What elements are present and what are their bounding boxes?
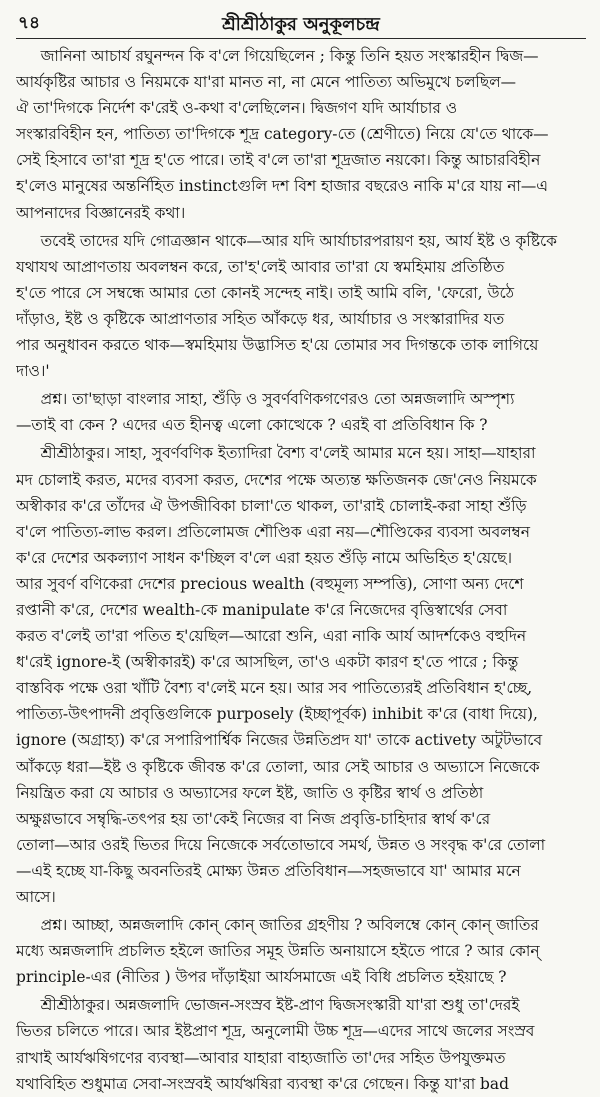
text-line: সেই হিসাবে তা'রা শূদ্র হ'তে পারে। তাই ব'লে তা'রা শূদ্রজাত নয়কো। কিন্তু আচারবিহীন bbox=[16, 151, 541, 170]
text-line: মদ চোলাই করত, মদের ব্যবসা করত, দেশের পক্ষে অত্যন্ত ক্ষতিজনক জে'নেও নিয়মকে bbox=[16, 470, 537, 489]
text-line: রপ্তানী ক'রে, দেশের wealth-কে manipulate ক'রে নিজেদের বৃত্তিস্বার্থের সেবা bbox=[16, 600, 508, 619]
text-line: করত ব'লেই তা'রা পতিত হ'য়েছিল—আরো শুনি, এরা নাকি আর্য আদর্শকেও বহুদিন bbox=[16, 627, 527, 646]
text-line: আসে। bbox=[16, 888, 56, 906]
text-line: তোলা—আর ওরই ভিতর দিয়ে নিজেকে সর্বতোভাবে সমর্থ, উন্নত ও সংবৃদ্ধ ক'রে তোলা bbox=[16, 835, 546, 854]
body-text bbox=[16, 43, 586, 1097]
text-line: প্রশ্ন। তা'ছাড়া বাংলার সাহা, শুঁড়ি ও সুবর্ণবণিকগণেরও তো অন্নজলাদি অস্পৃশ্য bbox=[40, 390, 515, 409]
text-line: আঁকড়ে ধরা—ইষ্ট ও কৃষ্টিকে জীবন্ত ক'রে তোলা, আর সেই আচার ও অভ্যাসে নিজেকে bbox=[16, 757, 540, 776]
text-line: হ'তে পারে সে সম্বন্ধে আমার তো কোনই সন্দেহ নাই। তাই আমি বলি, 'ফেরো, উঠে bbox=[16, 283, 514, 302]
paragraph bbox=[16, 440, 586, 910]
text-line: শ্রীশ্রীঠাকুর। অন্নজলাদি ভোজন-সংস্রব ইষ্ট-প্রাণ দ্বিজসংস্কারী যা'রা শুধু তা'দেরই bbox=[40, 996, 520, 1015]
text-line: পার অনুধাবন করতে থাক—স্বমহিমায় উদ্ভাসিত হ'য়ে তোমার সব দিগন্তকে তাক লাগিয়ে bbox=[16, 336, 539, 355]
text-line: তবেই তাদের যদি গোত্রজ্ঞান থাকে—আর যদি আর্যাচারপরায়ণ হয়, আর্য ইষ্ট ও কৃষ্টিকে bbox=[40, 231, 557, 250]
paragraph bbox=[16, 228, 586, 385]
text-line: পাতিত্য-উৎপাদনী প্রবৃত্তিগুলিকে purposely (ইচ্ছাপূর্বক) inhibit ক'রে (বাধা দিয়ে), bbox=[16, 705, 538, 724]
text-line: শ্রীশ্রীঠাকুর। সাহা, সুবর্ণবণিক ইত্যাদিরা বৈশ্য ব'লেই আমার মনে হয়। সাহা—যাহারা bbox=[40, 444, 536, 463]
paragraph bbox=[16, 912, 586, 990]
text-line: ধ'রেই ignore-ই (অস্বীকারই) ক'রে আসছিল, তা'ও একটা কারণ হ'তে পারে ; কিন্তু bbox=[16, 653, 519, 672]
paragraph bbox=[16, 386, 586, 438]
text-line: হ'লেও মানুষের অন্তর্নিহিত instinctগুলি দশ বিশ হাজার বছরেও নাকি ম'রে যায় না—এ bbox=[16, 177, 548, 196]
running-header bbox=[16, 6, 586, 39]
text-line: নিয়ন্ত্রিত করা যে আচার ও অভ্যাসের ফলে ইষ্ট, জাতি ও কৃষ্টির স্বার্থ ও প্রতিষ্ঠা bbox=[16, 783, 484, 802]
text-line: প্রশ্ন। আচ্ছা, অন্নজলাদি কোন্ কোন্ জাতির গ্রহণীয় ? অবিলম্বে কোন্ কোন্ জাতির bbox=[40, 916, 539, 935]
text-line: —তাই বা কেন ? এদের এত হীনত্ব এলো কোত্থেকে ? এরই বা প্রতিবিধান কি ? bbox=[16, 416, 488, 435]
text-line: সংস্কারবিহীন হন, পাতিত্য তা'দিগকে শূদ্র category-তে (শ্রেণীতে) নিয়ে যে'তে থাকে— bbox=[16, 125, 549, 144]
text-line: আপনাদের বিজ্ঞানেরই কথা। bbox=[16, 203, 186, 222]
text-line: অস্বীকার ক'রে তাঁদের ঐ উপজীবিকা চালা'তে থাকল, তা'রাই চোলাই-করা সাহা শুঁড়ি bbox=[16, 496, 527, 515]
page-number: ৭৪ bbox=[18, 13, 41, 33]
text-line: যথাবিহিত শুধুমাত্র সেবা-সংস্রবই আর্যঋষিরা ব্যবস্থা ক'রে গেছেন। কিন্তু যা'রা bad bbox=[16, 1074, 509, 1093]
running-title: শ্রীশ্রীঠাকুর অনুকূলচন্দ্র bbox=[222, 14, 380, 35]
text-line: ক'রে দেশের অকল্যাণ সাধন ক'চ্ছিল ব'লে এরা হয়ত শুঁড়ি নামে অভিহিত হ'য়েছে। bbox=[16, 548, 513, 567]
text-line: আর সুবর্ণ বণিকেরা দেশের precious wealth (বহুমূল্য সম্পত্তি), সোণা অন্য দেশে bbox=[16, 574, 524, 593]
text-line: —এই হচ্ছে যা-কিছু অবনতিরই মোক্ষ্য উন্নত প্রতিবিধান—সহজভাবে যা' আমার মনে bbox=[16, 861, 521, 880]
text-line: দাও।' bbox=[16, 362, 50, 381]
text-line: ignore (অগ্রাহ্য) ক'রে সপারিপার্শ্বিক নিজের উন্নতিপ্রদ যা' তাকে activety অটুটভাবে bbox=[16, 731, 543, 750]
text-line: অক্ষুণ্ণভাবে সম্বৃদ্ধি-তৎপর হয় তা'কেই নিজের বা নিজ প্রবৃত্তি-চাহিদার স্বার্থ ক'রে bbox=[16, 809, 491, 828]
text-line: জানিনা আচার্য রঘুনন্দন কি ব'লে গিয়েছিলেন ; কিন্তু তিনি হয়ত সংস্কারহীন দ্বিজ— bbox=[40, 47, 539, 65]
text-line: principle-এর (নীতির ) উপর দাঁড়াইয়া আর্যসমাজে এই বিধি প্রচলিত হইয়াছে ? bbox=[16, 968, 507, 987]
text-line: ব'লে পাতিত্য-লাভ করল। প্রতিলোমজ শৌণ্ডিক এরা নয়—শৌণ্ডিকের ব্যবসা অবলম্বন bbox=[16, 522, 530, 541]
text-line: মধ্যে অন্নজলাদি প্রচলিত হইলে জাতির সমূহ উন্নতি অনায়াসে হইতে পারে ? আর কোন্ bbox=[16, 942, 540, 961]
text-line: বাস্তবিক পক্ষে ওরা খাঁটি বৈশ্য ব'লেই মনে হয়। আর সব পাতিত্যেরই প্রতিবিধান হ'চ্ছে, bbox=[16, 679, 533, 698]
text-line: আর্যকৃষ্টির আচার ও নিয়মকে যা'রা মানত না, না মেনে পাতিত্য অভিমুখে চলছিল— bbox=[16, 73, 517, 92]
text-line: ঐ তা'দিগকে নির্দেশ ক'রেই ও-কথা ব'লেছিলেন। দ্বিজগণ যদি আর্যাচার ও bbox=[16, 99, 458, 118]
paragraph bbox=[16, 992, 586, 1096]
text-line: ভিতর চলিতে পারে। আর ইষ্টপ্রাণ শূদ্র, অনুলোমী উচ্চ শূদ্র—এদের সাথে জলের সংস্রব bbox=[16, 1022, 535, 1041]
text-line: রাখাই আর্যঋষিগণের ব্যবস্থা—আবার যাহারা বাহ্যজাতি তা'দের সহিত উপযুক্তমত bbox=[16, 1048, 506, 1067]
text-line: দাঁড়াও, ইষ্ট ও কৃষ্টিকে আপ্রাণতার সহিত আঁকড়ে ধর, আর্যাচার ও সংস্কারাদির যত bbox=[16, 309, 505, 328]
text-line: যথাযথ আপ্রাণতায় অবলম্বন করে, তা'হ'লেই আবার তা'রা যে স্বমহিমায় প্রতিষ্ঠিত bbox=[16, 257, 505, 276]
paragraph bbox=[16, 43, 586, 226]
